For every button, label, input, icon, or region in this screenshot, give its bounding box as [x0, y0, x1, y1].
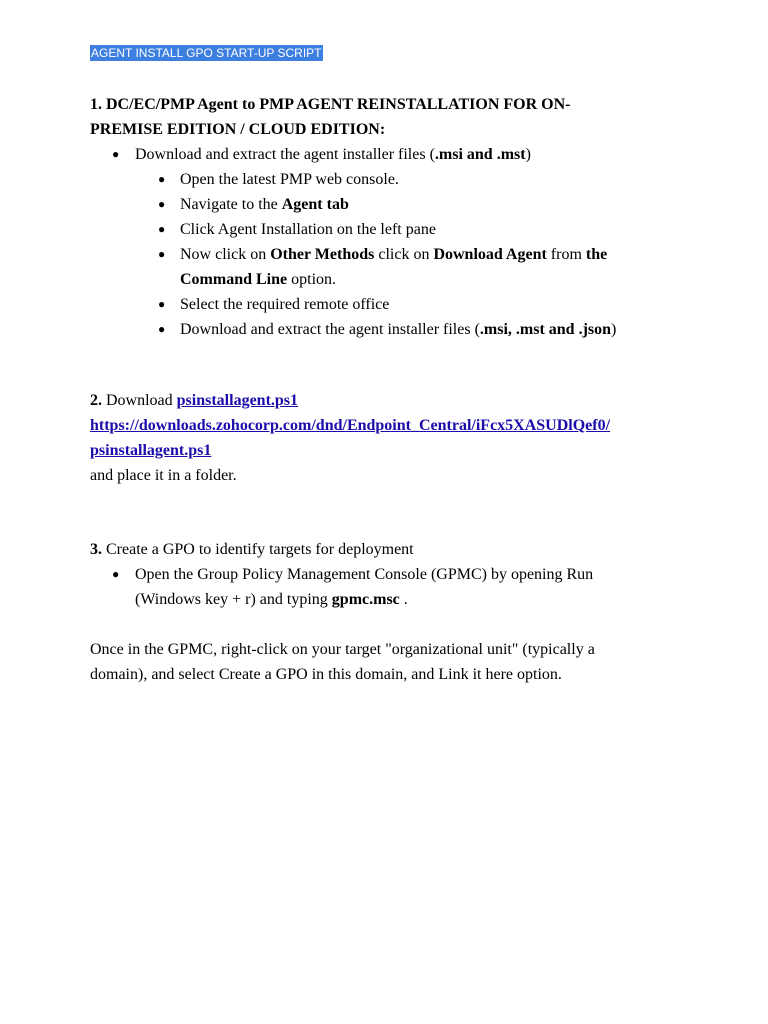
section2-url-line2[interactable]	[90, 438, 211, 463]
bullet-icon: ●	[158, 247, 166, 261]
download-url-link-cont[interactable]: psinstallagent.ps1	[90, 442, 212, 459]
section2-url-line1[interactable]	[90, 413, 610, 438]
section1-heading-line1: 1. DC/EC/PMP Agent to PMP AGENT REINSTALLATION FOR ON-	[90, 96, 571, 113]
main-bullet-text: Download and extract the agent installer files (.msi and .mst)	[135, 146, 531, 163]
bullet-icon: ●	[158, 222, 166, 236]
step-navigate: Navigate to the Agent tab	[180, 196, 349, 213]
bullet-icon: ●	[158, 172, 166, 186]
section3-heading: 3. Create a GPO to identify targets for deployment	[90, 541, 414, 558]
bullet-icon: ●	[158, 297, 166, 311]
section3-paragraph-line2: domain), and select Create a GPO in this domain, and Link it here option.	[90, 666, 562, 683]
step-open-console: Open the latest PMP web console.	[180, 171, 399, 188]
step-other-methods-line1: Now click on Other Methods click on Download Agent from the	[180, 246, 608, 263]
document-title-highlight: AGENT INSTALL GPO START-UP SCRIPT	[91, 46, 322, 60]
section3-paragraph-line1: Once in the GPMC, right-click on your target "organizational unit" (typically a	[90, 641, 595, 658]
step-download-extract: Download and extract the agent installer files (.msi, .mst and .json)	[180, 321, 617, 338]
psinstallagent-link[interactable]: psinstallagent.ps1	[176, 392, 299, 409]
section3-bullet-line2: (Windows key + r) and typing gpmc.msc .	[135, 591, 408, 608]
bullet-icon: ●	[112, 567, 120, 581]
bullet-icon: ●	[112, 147, 120, 161]
download-url-link[interactable]: https://downloads.zohocorp.com/dnd/Endpoint_Central/iFcx5XASUDlQef0/	[90, 417, 611, 434]
step-other-methods-line2: Command Line option.	[180, 271, 337, 288]
step-click-agent-installation: Click Agent Installation on the left pane	[180, 221, 436, 238]
section2-after: and place it in a folder.	[90, 467, 237, 484]
section3-bullet-line1: Open the Group Policy Management Console (GPMC) by opening Run	[135, 566, 594, 583]
bullet-icon: ●	[158, 322, 166, 336]
step-select-office: Select the required remote office	[180, 296, 390, 313]
section1-heading-line2: PREMISE EDITION / CLOUD EDITION:	[90, 121, 386, 138]
bullet-icon: ●	[158, 197, 166, 211]
section2-line1: 2. Download psinstallagent.ps1	[90, 392, 299, 409]
